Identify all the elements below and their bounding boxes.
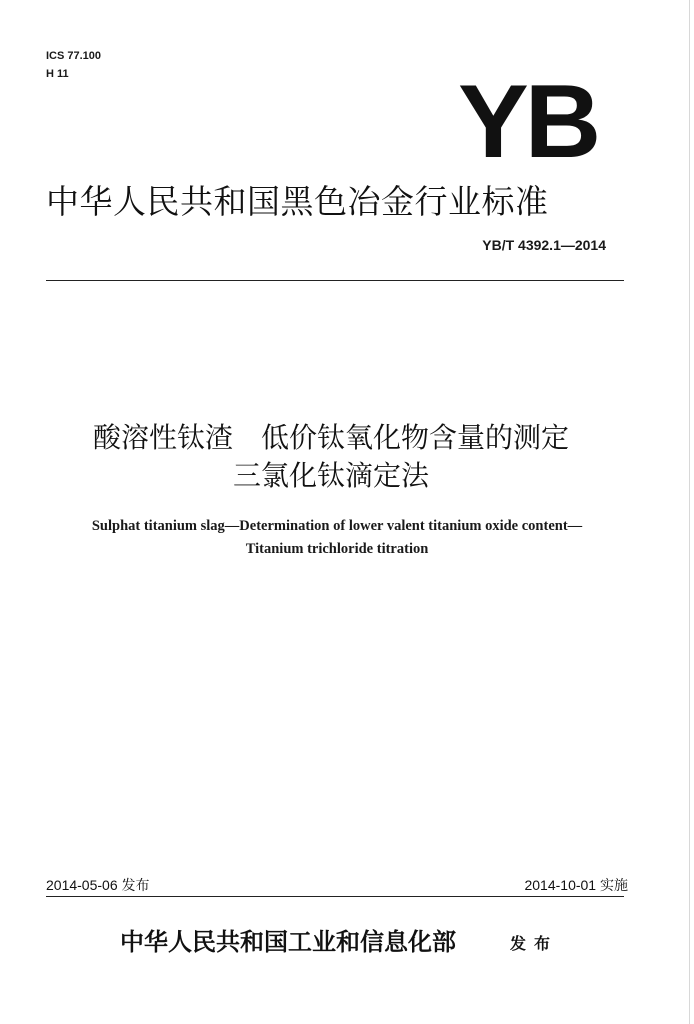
english-title-line-1: Sulphat titanium slag—Determination of lower valent titanium oxide content— bbox=[91, 518, 583, 534]
english-title-line-2: Titanium trichloride titration bbox=[245, 541, 429, 557]
footer-divider bbox=[46, 896, 624, 897]
classification-codes bbox=[46, 47, 101, 83]
chinese-title-line-1: 酸溶性钛渣 低价钛氧化物含量的测定 bbox=[92, 421, 569, 454]
ics-code: ICS 77.100 bbox=[46, 50, 102, 62]
standard-number: YB/T 4392.1—2014 bbox=[482, 237, 606, 253]
yb-logo: YB bbox=[458, 64, 598, 180]
header-divider bbox=[46, 280, 624, 281]
page-edge bbox=[689, 0, 690, 1024]
publish-label: 发布 bbox=[510, 934, 559, 953]
publisher-name: 中华人民共和国工业和信息化部 bbox=[120, 927, 456, 956]
ccs-code: H 11 bbox=[46, 68, 69, 80]
implementation-date: 2014-10-01 实施 bbox=[524, 877, 628, 893]
industry-standard-title: 中华人民共和国黑色冶金行业标准 bbox=[46, 182, 549, 221]
chinese-title-line-2: 三氯化钛滴定法 bbox=[232, 459, 429, 492]
issue-date: 2014-05-06 发布 bbox=[46, 877, 150, 893]
